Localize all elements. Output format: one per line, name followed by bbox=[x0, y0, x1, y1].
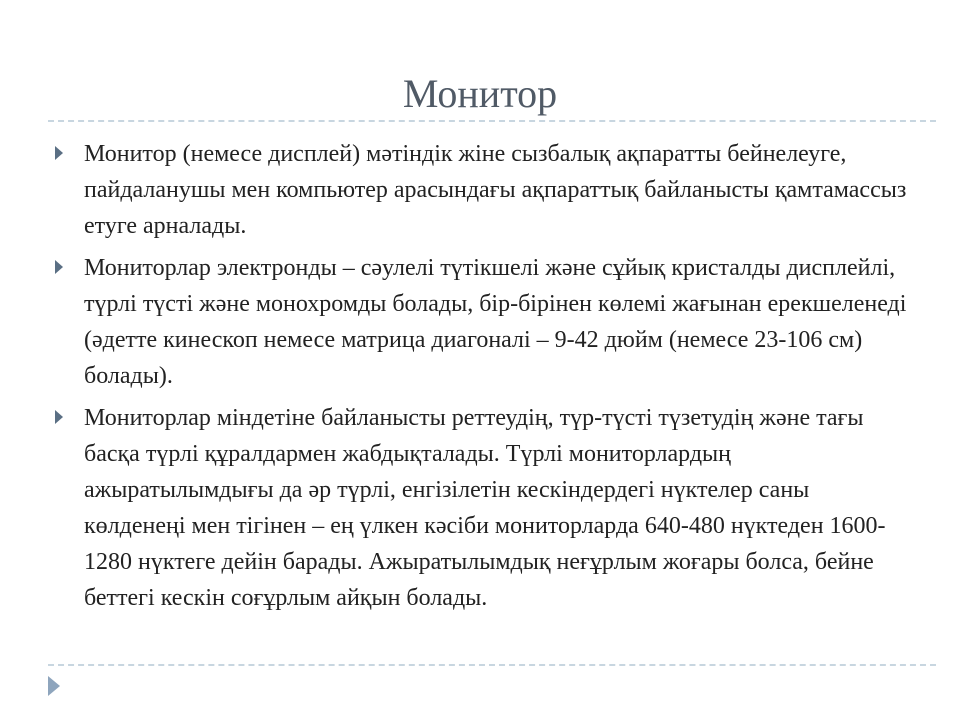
bullet-list bbox=[55, 136, 915, 622]
slide-title: Монитор bbox=[402, 71, 558, 116]
bullet-text: Мониторлар міндетіне байланысты реттеудің, түр-түсті түзетудің және тағы басқа түрлі құралдармен жабдықталады. Түрлі мониторлардың ажыратылымдығы да әр түрлі, енгізілетін кескіндердегі нүктелер саны көлденеңі мен тігінен – ең үлкен кәсіби мониторларда 640-480 нүктеден 1600-1280 нүктеге дейін барады. Ажыратылымдық неғұрлым жоғары болса, бейне беттегі кескін соғұрлым айқын болады. bbox=[84, 405, 886, 611]
bullet-text: Монитор (немесе дисплей) мәтіндік жіне сызбалық ақпаратты бейнелеуге, пайдаланушы мен компьютер арасындағы ақпараттық байланысты қамтамассыз етуге арналады. bbox=[84, 141, 907, 239]
bullet-item bbox=[55, 136, 915, 244]
bullet-item bbox=[55, 250, 915, 394]
footer-divider bbox=[48, 664, 936, 666]
bullet-item bbox=[55, 400, 915, 616]
title-divider bbox=[48, 120, 936, 122]
triangle-bullet-icon bbox=[55, 410, 63, 424]
bullet-text: Мониторлар электронды – сәулелі түтікшелі және сұйық кристалды дисплейлі, түрлі түсті және монохромды болады, бір-бірінен көлемі жағынан ерекшеленеді (әдетте кинескоп немесе матрица диагоналі – 9-42 дюйм (немесе 23-106 см) болады). bbox=[84, 255, 907, 389]
triangle-bullet-icon bbox=[55, 146, 63, 160]
triangle-bullet-icon bbox=[55, 260, 63, 274]
next-arrow-icon[interactable] bbox=[48, 676, 60, 696]
